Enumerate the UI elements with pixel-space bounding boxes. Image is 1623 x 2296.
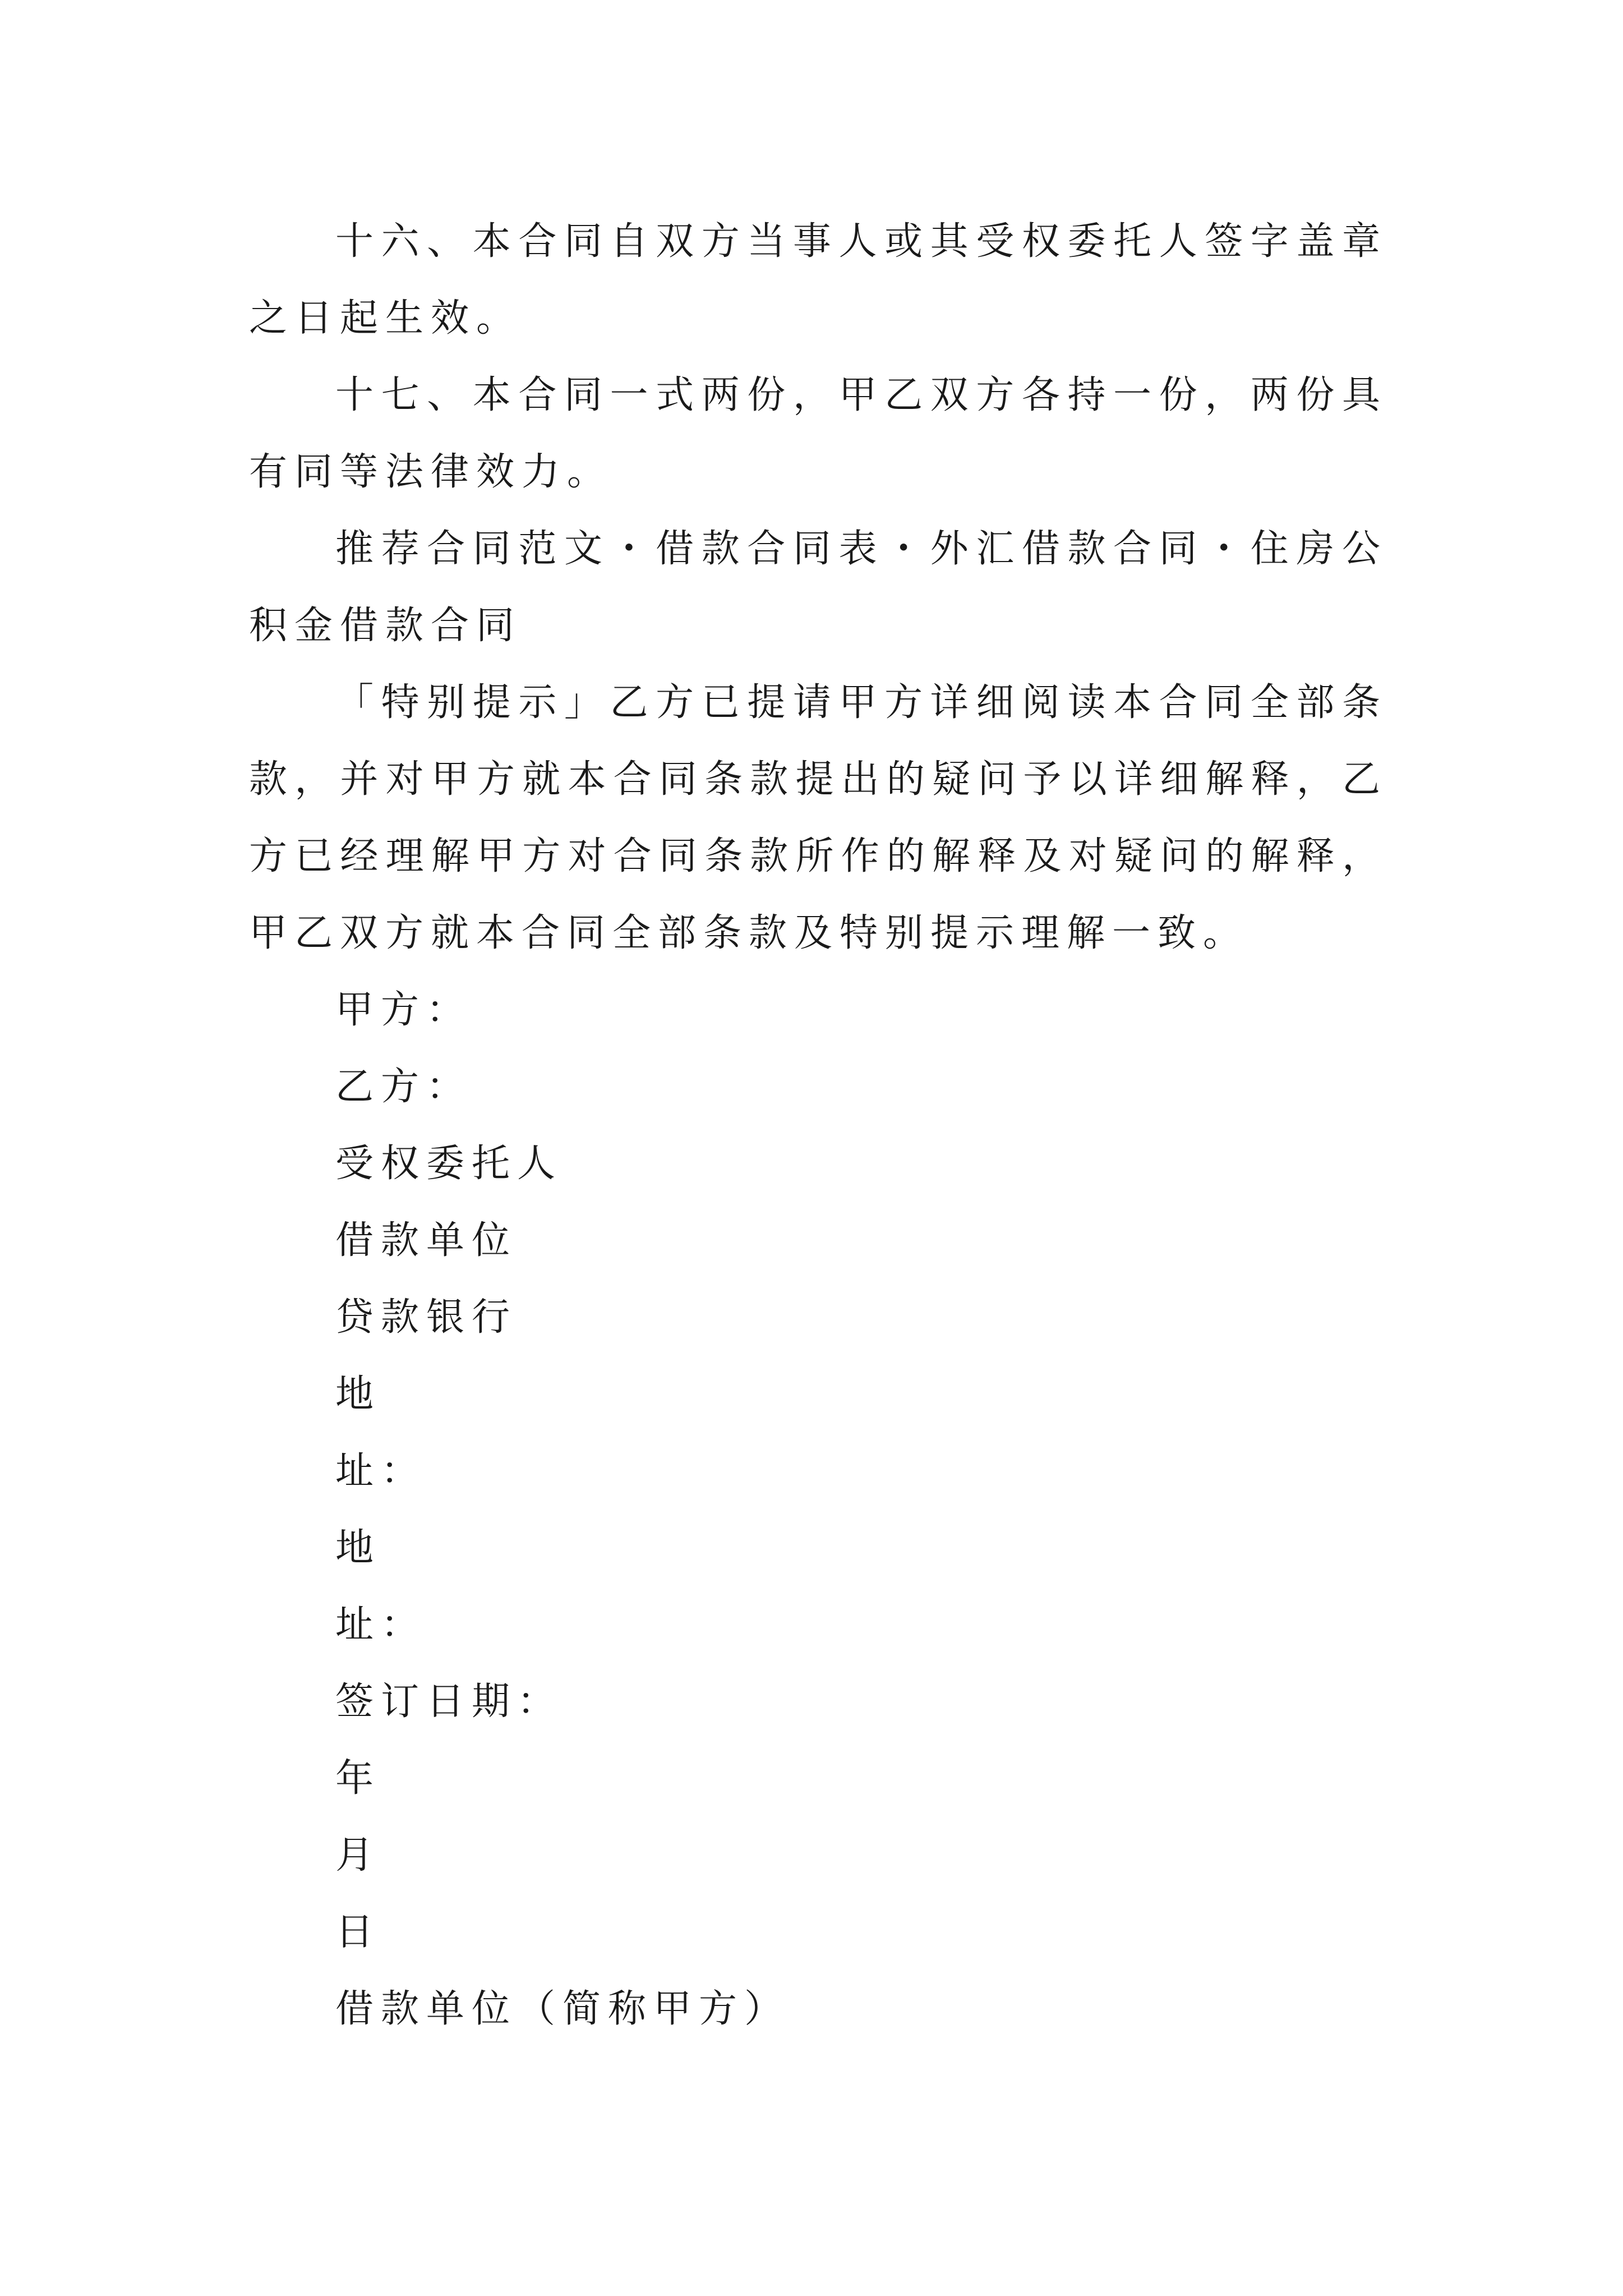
borrowing-unit-abbrev-label: 借款单位（简称甲方） xyxy=(335,1987,790,2031)
document-body xyxy=(249,203,1387,2047)
recommended-templates: 推荐合同范文・借款合同表・外汇借款合同・住房公积金借款合同 xyxy=(249,527,1387,648)
clause-17: 十七、本合同一式两份，甲乙双方各持一份，两份具有同等法律效力。 xyxy=(249,373,1387,494)
month-label: 月 xyxy=(335,1833,381,1878)
day-label: 日 xyxy=(335,1910,381,1954)
year-label: 年 xyxy=(335,1756,381,1801)
address-1-part-2: 址： xyxy=(335,1449,427,1493)
address-2-part-1: 地 xyxy=(335,1526,381,1570)
lending-bank-label: 贷款银行 xyxy=(335,1295,518,1340)
signing-date-label: 签订日期： xyxy=(335,1680,563,1724)
special-notice: 「特别提示」乙方已提请甲方详细阅读本合同全部条款，并对甲方就本合同条款提出的疑问予以详细解释，乙方已经理解甲方对合同条款所作的解释及对疑问的解释，甲乙双方就本合同全部条款及特别提示理解一致。 xyxy=(249,680,1387,955)
borrowing-unit-label: 借款单位 xyxy=(335,1218,518,1263)
clause-16: 十六、本合同自双方当事人或其受权委托人签字盖章之日起生效。 xyxy=(249,219,1387,341)
party-b-label: 乙方： xyxy=(335,1065,472,1109)
party-a-label: 甲方： xyxy=(335,988,472,1032)
authorized-agent-label: 受权委托人 xyxy=(335,1142,563,1186)
address-1-part-1: 地 xyxy=(335,1372,381,1416)
address-2-part-2: 址： xyxy=(335,1603,427,1647)
